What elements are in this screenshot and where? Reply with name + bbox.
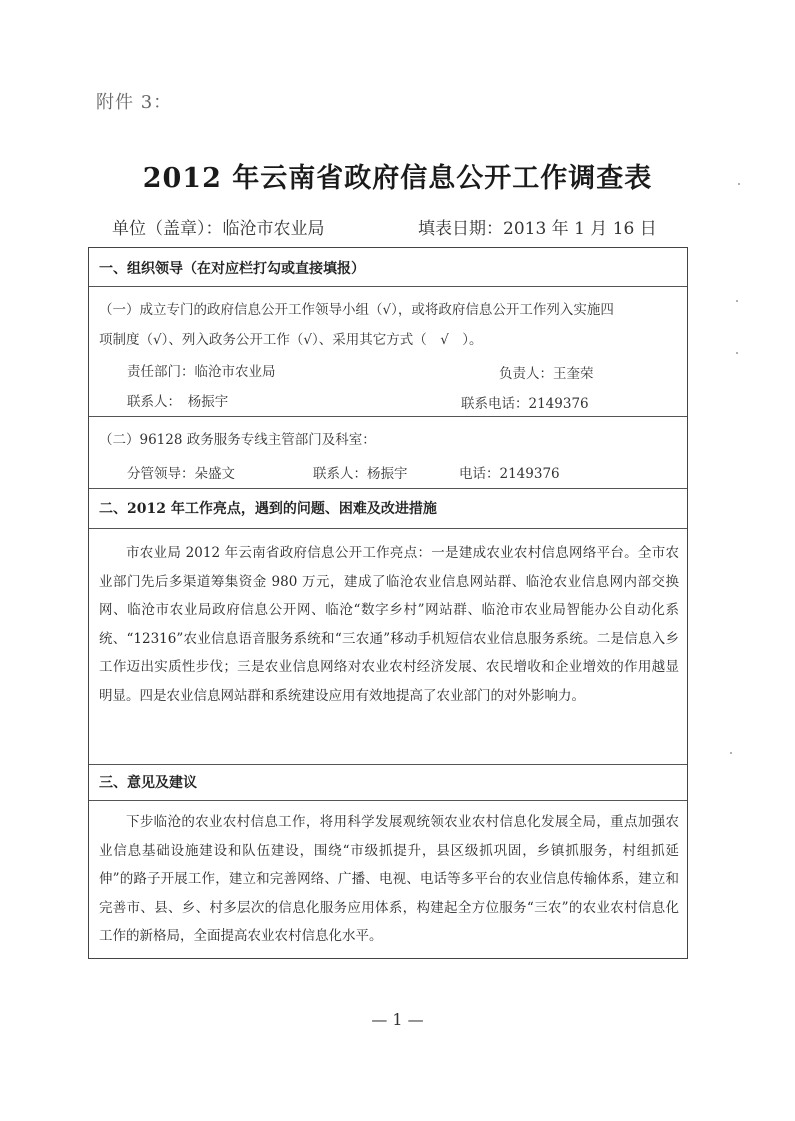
sub-phone: 电话：2149376 — [459, 466, 560, 482]
divider — [89, 416, 687, 417]
contact-person: 联系人： 杨振宇 — [127, 394, 229, 410]
fill-date-line: 填表日期：2013 年 1 月 16 日 — [418, 219, 657, 239]
divider — [89, 286, 687, 287]
divider — [89, 764, 687, 765]
sub-contact: 联系人：杨振宇 — [313, 466, 408, 482]
sub-leader: 分管领导：朵盛文 — [127, 466, 235, 482]
survey-table — [88, 247, 688, 959]
document-title: 2012 年云南省政府信息公开工作调查表 — [142, 163, 653, 194]
section1-item1-line2: 项制度（√）、列入政务公开工作（√）、采用其它方式（ √ ）。 — [99, 332, 483, 348]
divider — [89, 800, 687, 801]
section3-heading: 三、意见及建议 — [99, 775, 197, 791]
divider — [89, 488, 687, 489]
attachment-label: 附件 3： — [96, 92, 173, 113]
scan-speck — [730, 752, 732, 754]
responsible-dept: 责任部门：临沧市农业局 — [127, 364, 276, 380]
section1-heading: 一、组织领导（在对应栏打勾或直接填报） — [99, 261, 365, 277]
scan-speck — [736, 352, 738, 354]
section2-heading: 二、2012 年工作亮点，遇到的问题、困难及改进措施 — [99, 501, 437, 517]
section1-item2-line: （二）96128 政务服务专线主管部门及科室： — [99, 432, 376, 448]
unit-line: 单位（盖章）：临沧市农业局 — [112, 219, 325, 239]
section3-body: 下步临沧的农业农村信息工作，将用科学发展观统领农业农村信息化发展全局，重点加强农业信息基础设施建设和队伍建设，围绕“市级抓提升，县区级抓巩固，乡镇抓服务，村组抓延伸”的路子开展工作，建立和完善网络、广播、电视、电话等多平台的农业信息传输体系，建立和完善市、县、乡、村多层次的信息化服务应用体系，构建起全方位服务“三农”的农业农村信息化工作的新格局，全面提高农业农村信息化水平。 — [99, 814, 679, 944]
page-number: — 1 — — [371, 1010, 424, 1029]
section1-item1-line1: （一）成立专门的政府信息公开工作领导小组（√），或将政府信息公开工作列入实施四 — [99, 302, 614, 318]
section2-body: 市农业局 2012 年云南省政府信息公开工作亮点：一是建成农业农村信息网络平台。全市农业部门先后多渠道筹集资金 980 万元，建成了临沧农业信息网站群、临沧农业信息网内部交换网、临沧市农业局政府信息公开网、临沧“数字乡村”网站群、临沧市农业局智能办公自动化系统、“12316”农业信息语音服务系统和“三农通”移动手机短信农业信息服务系统。二是信息入乡工作迈出实质性步伐；三是农业信息网络对农业农村经济发展、农民增收和企业增效的作用越显明显。四是农业信息网站群和系统建设应用有效地提高了农业部门的对外影响力。 — [99, 545, 679, 704]
contact-phone: 联系电话：2149376 — [461, 396, 589, 412]
scan-speck — [736, 300, 738, 302]
scan-speck — [738, 183, 740, 185]
responsible-leader: 负责人：王奎荣 — [499, 366, 594, 382]
divider — [89, 528, 687, 529]
